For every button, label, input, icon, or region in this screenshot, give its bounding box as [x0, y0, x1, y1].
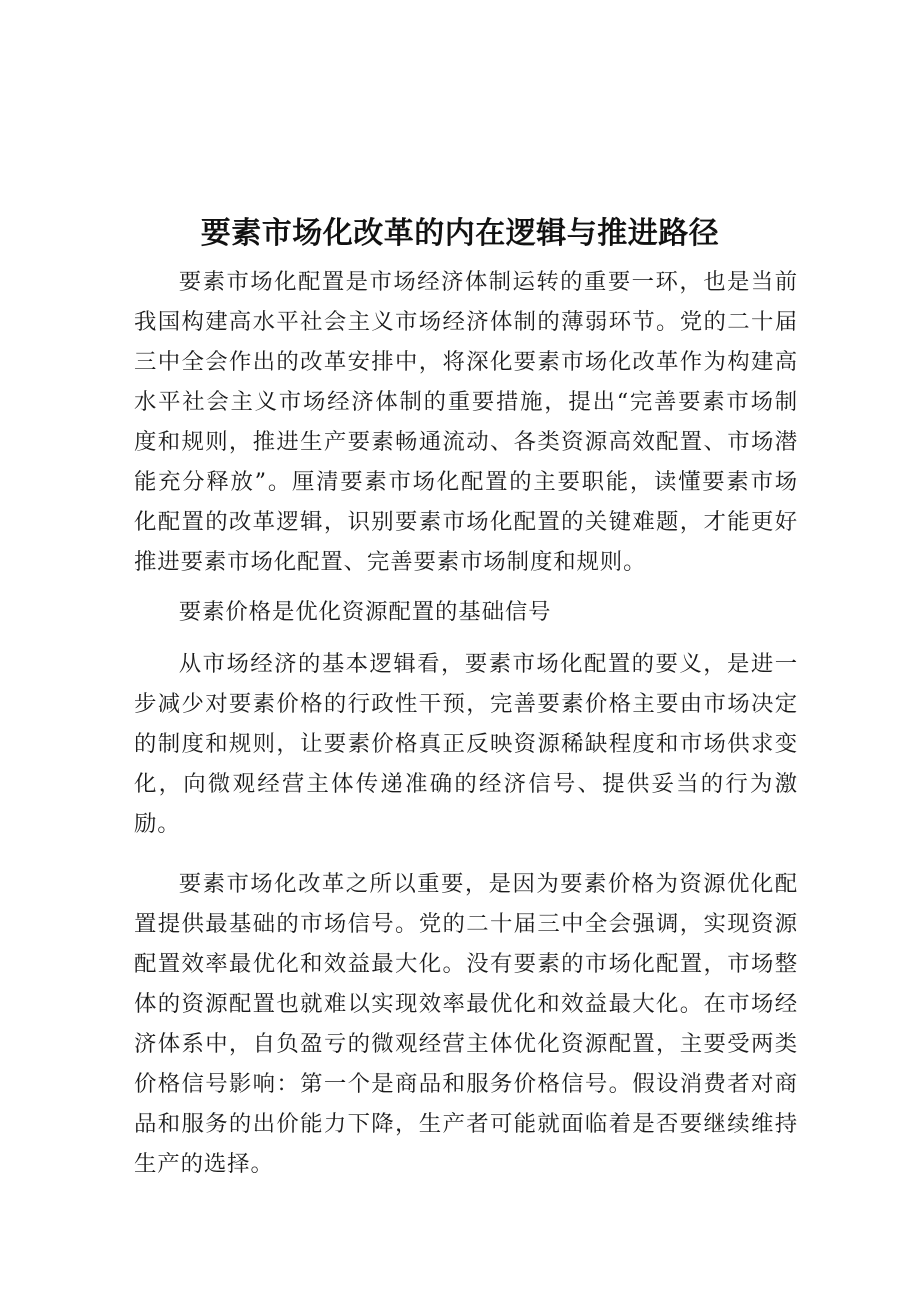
paragraph-market-logic: 从市场经济的基本逻辑看，要素市场化配置的要义，是进一步减少对要素价格的行政性干预，完善要素价格主要由市场决定的制度和规则，让要素价格真正反映资源稀缺程度和市场供求变化，向微观经营主体传递准确的经济信号、提供妥当的行为激励。 [134, 651, 798, 837]
document-body [134, 262, 798, 1184]
paragraph-intro: 要素市场化配置是市场经济体制运转的重要一环，也是当前我国构建高水平社会主义市场经济体制的薄弱环节。党的二十届三中全会作出的改革安排中，将深化要素市场化改革作为构建高水平社会主义市场经济体制的重要措施，提出“完善要素市场制度和规则，推进生产要素畅通流动、各类资源高效配置、市场潜能充分释放”。厘清要素市场化配置的主要职能，读懂要素市场化配置的改革逻辑，识别要素市场化配置的关键难题，才能更好推进要素市场化配置、完善要素市场制度和规则。 [134, 269, 798, 575]
document-title: 要素市场化改革的内在逻辑与推进路径 [200, 216, 720, 251]
section-heading: 要素价格是优化资源配置的基础信号 [178, 599, 552, 625]
paragraph-price-signal: 要素市场化改革之所以重要，是因为要素价格为资源优化配置提供最基础的市场信号。党的二十届三中全会强调，实现资源配置效率最优化和效益最大化。没有要素的市场化配置，市场整体的资源配置也就难以实现效率最优化和效益最大化。在市场经济体系中，自负盈亏的微观经营主体优化资源配置，主要受两类价格信号影响：第一个是商品和服务价格信号。假设消费者对商品和服务的出价能力下降，生产者可能就面临着是否要继续维持生产的选择。 [134, 871, 798, 1177]
